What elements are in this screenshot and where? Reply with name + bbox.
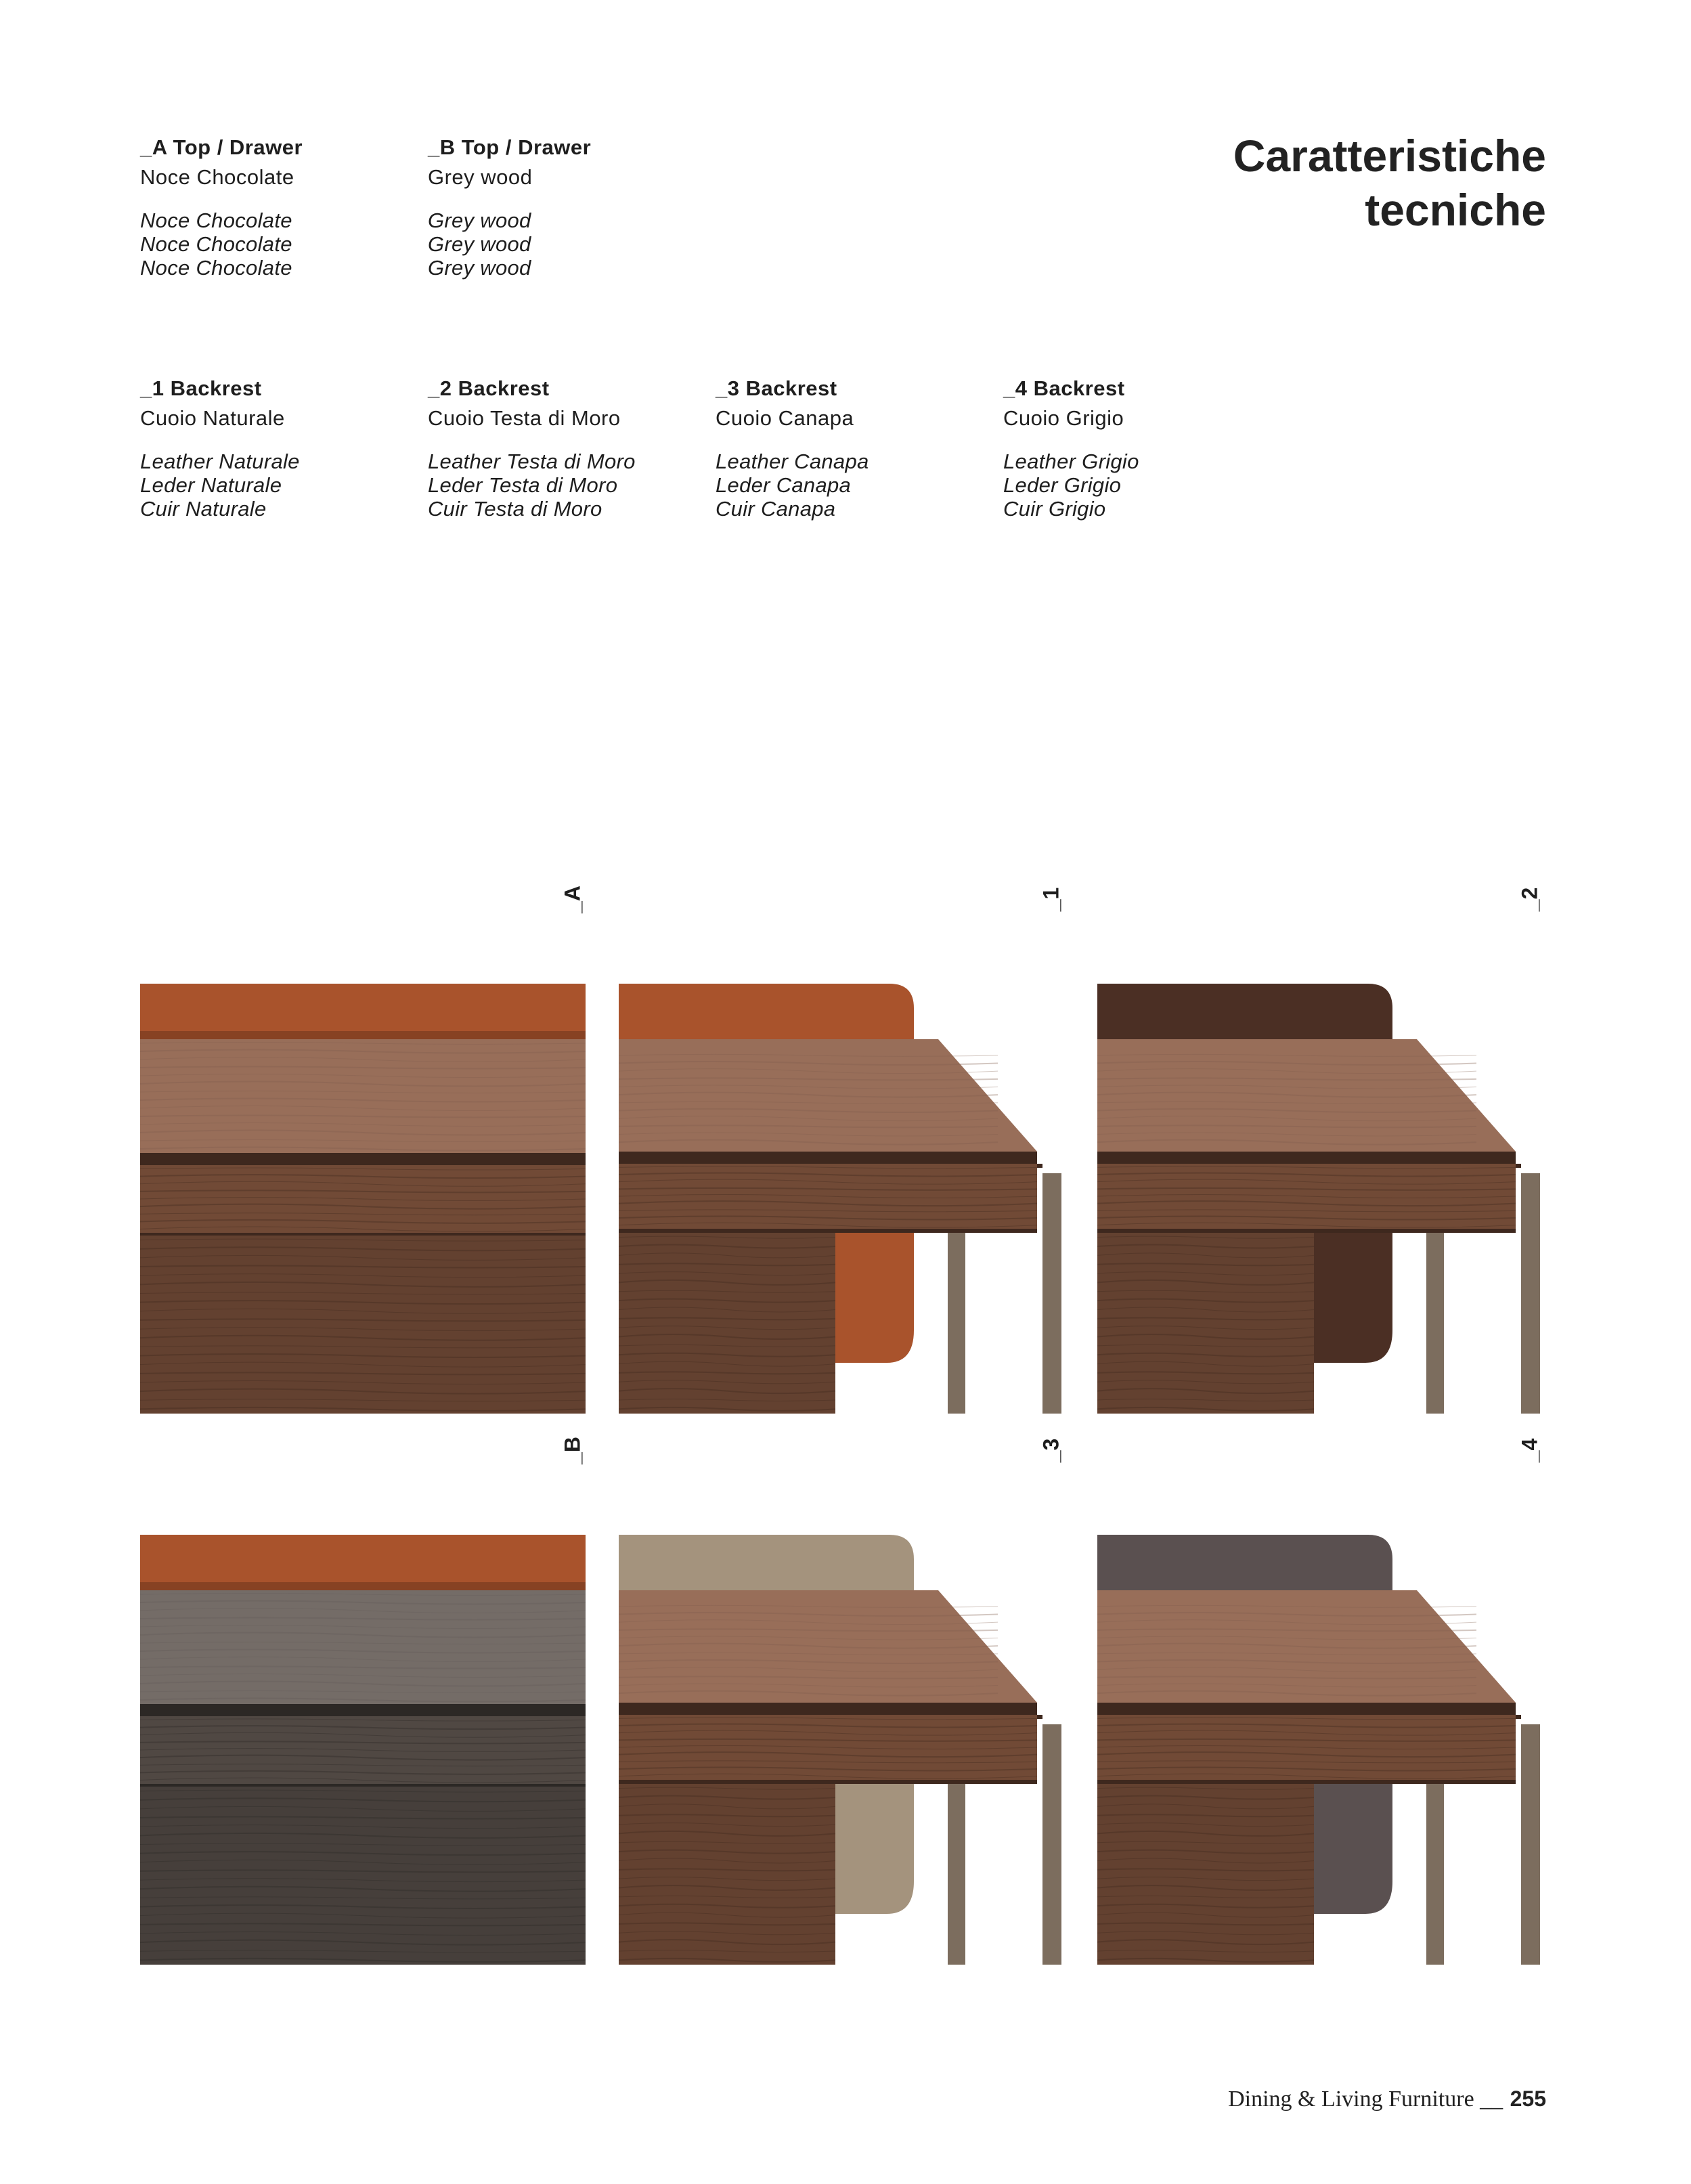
- spec-translations: [140, 209, 424, 280]
- translation-fr: Cuir Grigio: [1003, 497, 1106, 521]
- swatch-image-2: [1097, 984, 1543, 1414]
- translation-de: Leder Testa di Moro: [428, 473, 618, 497]
- swatch-image-b: [140, 1535, 586, 1965]
- page-footer: [1228, 2087, 1546, 2112]
- translation-de: Leder Grigio: [1003, 473, 1122, 497]
- spec-name: Cuoio Canapa: [716, 406, 854, 430]
- spec-translations: [716, 450, 1000, 521]
- translation-de: Noce Chocolate: [140, 232, 292, 256]
- page-number: 255: [1510, 2087, 1546, 2111]
- swatch-label-a: _A: [560, 886, 585, 913]
- spec-label: _A Top / Drawer: [140, 135, 303, 159]
- translation-en: Grey wood: [428, 209, 531, 232]
- page-title-line-1: Caratteristiche: [1233, 131, 1546, 181]
- spec-name: Cuoio Testa di Moro: [428, 406, 621, 430]
- translation-fr: Cuir Testa di Moro: [428, 497, 602, 521]
- swatch-image-3: [619, 1535, 1064, 1965]
- spec-3-backrest: [716, 375, 1000, 521]
- spec-label: _2 Backrest: [428, 376, 550, 400]
- footer-section-title: Dining & Living Furniture __: [1228, 2087, 1503, 2112]
- translation-fr: Cuir Canapa: [716, 497, 836, 521]
- translation-en: Noce Chocolate: [140, 209, 292, 232]
- swatch-label-1: _1: [1038, 887, 1063, 912]
- swatch-label-b: _B: [560, 1437, 585, 1464]
- spec-4-backrest: [1003, 375, 1288, 521]
- translation-en: Leather Grigio: [1003, 450, 1139, 473]
- translation-en: Leather Testa di Moro: [428, 450, 636, 473]
- spec-name: Noce Chocolate: [140, 165, 294, 189]
- spec-translations: [428, 450, 712, 521]
- spec-name: Grey wood: [428, 165, 533, 189]
- translation-de: Leder Naturale: [140, 473, 282, 497]
- swatch-label-4: _4: [1517, 1438, 1542, 1463]
- spec-label: _B Top / Drawer: [428, 135, 592, 159]
- spec-label: _4 Backrest: [1003, 376, 1125, 400]
- translation-de: Grey wood: [428, 232, 531, 256]
- swatch-label-2: _2: [1517, 887, 1542, 912]
- spec-label: _1 Backrest: [140, 376, 262, 400]
- spec-a-top-drawer: [140, 134, 424, 280]
- spec-translations: [140, 450, 424, 521]
- spec-b-top-drawer: [428, 134, 712, 280]
- swatch-image-a: [140, 984, 586, 1414]
- page-title: [1072, 129, 1546, 237]
- translation-en: Leather Naturale: [140, 450, 300, 473]
- spec-2-backrest: [428, 375, 712, 521]
- translation-en: Leather Canapa: [716, 450, 869, 473]
- translation-fr: Cuir Naturale: [140, 497, 267, 521]
- translation-fr: Noce Chocolate: [140, 256, 292, 280]
- swatch-image-4: [1097, 1535, 1543, 1965]
- swatch-label-3: _3: [1038, 1438, 1063, 1463]
- spec-translations: [428, 209, 712, 280]
- spec-translations: [1003, 450, 1288, 521]
- page-title-line-2: tecniche: [1365, 185, 1546, 235]
- spec-1-backrest: [140, 375, 424, 521]
- translation-de: Leder Canapa: [716, 473, 852, 497]
- spec-name: Cuoio Grigio: [1003, 406, 1124, 430]
- spec-label: _3 Backrest: [716, 376, 837, 400]
- swatch-image-1: [619, 984, 1064, 1414]
- spec-name: Cuoio Naturale: [140, 406, 285, 430]
- translation-fr: Grey wood: [428, 256, 531, 280]
